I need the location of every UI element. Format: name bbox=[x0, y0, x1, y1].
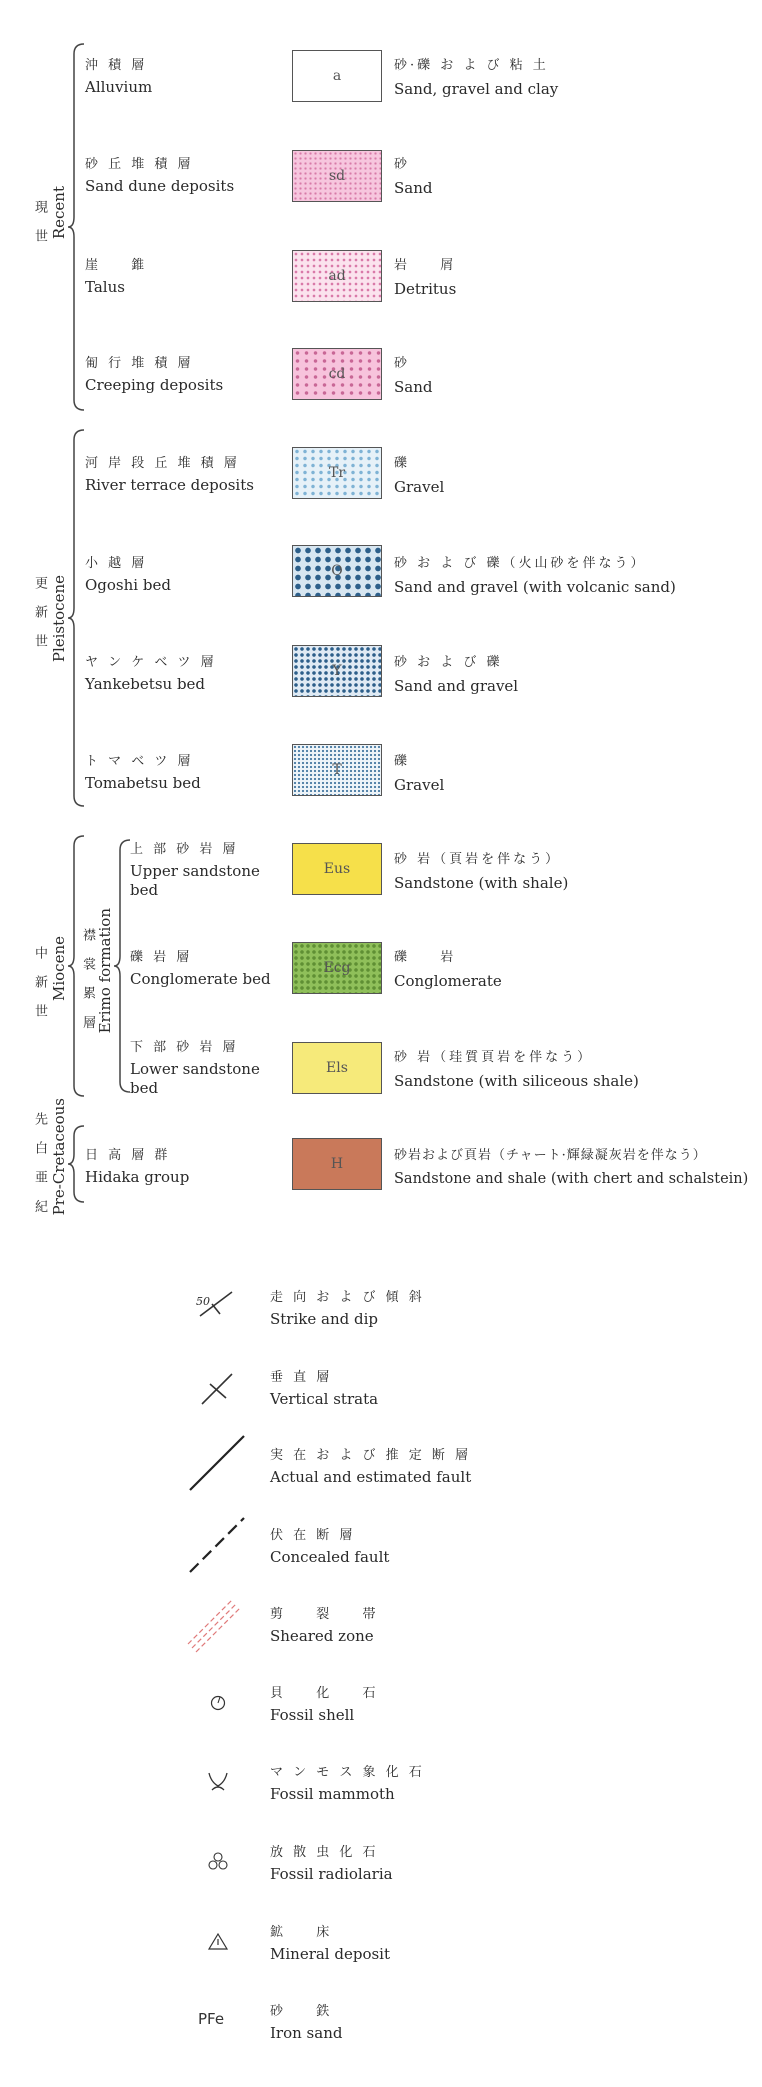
mineral-deposit-icon bbox=[207, 1932, 229, 1952]
unit-name-jp: 崖 錐 bbox=[85, 258, 148, 273]
fossil-radiolaria-icon bbox=[205, 1851, 231, 1873]
unit-map-symbol bbox=[292, 545, 382, 597]
unit-code: sd bbox=[328, 168, 346, 184]
symbol-label-en: Fossil shell bbox=[270, 1706, 355, 1724]
unit-map-symbol bbox=[292, 447, 382, 499]
unit-name-en: Conglomerate bed bbox=[130, 970, 271, 988]
unit-desc-en: Sand bbox=[394, 179, 433, 197]
unit-desc-jp: 砂岩および頁岩（チャート·輝緑凝灰岩を伴なう） bbox=[394, 1148, 707, 1163]
unit-name-en: Hidaka group bbox=[85, 1168, 190, 1186]
unit-name-en: Upper sandstone bbox=[130, 862, 260, 880]
unit-code: O bbox=[331, 563, 343, 579]
unit-name-en: Talus bbox=[85, 278, 125, 296]
unit-name-jp: 小 越 層 bbox=[85, 556, 148, 571]
unit-name-en: Alluvium bbox=[85, 78, 153, 96]
unit-desc-jp: 砂 岩（頁岩を伴なう） bbox=[394, 852, 562, 867]
unit-name-en: Ogoshi bed bbox=[85, 576, 171, 594]
unit-name-jp: 上 部 砂 岩 層 bbox=[130, 842, 239, 857]
unit-name-en: Creeping deposits bbox=[85, 376, 224, 394]
unit-desc-en: Conglomerate bbox=[394, 972, 502, 990]
unit-name-en: Sand dune deposits bbox=[85, 177, 235, 195]
formation-erimo-jp: 襟 裳 累 層 bbox=[80, 928, 95, 1035]
formation-erimo-en: Erimo formation bbox=[96, 908, 114, 1034]
symbol-label-jp: 実 在 お よ び 推 定 断 層 bbox=[270, 1448, 472, 1463]
unit-desc-en: Gravel bbox=[394, 776, 445, 794]
unit-map-symbol bbox=[292, 250, 382, 302]
fault-icon bbox=[188, 1432, 248, 1492]
unit-name-jp: 匍 行 堆 積 層 bbox=[85, 356, 194, 371]
era-miocene-en: Miocene bbox=[50, 936, 68, 1002]
unit-code: T bbox=[332, 762, 342, 778]
unit-map-symbol bbox=[292, 843, 382, 895]
symbol-label-jp: 垂 直 層 bbox=[270, 1370, 333, 1385]
unit-desc-jp: 礫 bbox=[394, 754, 411, 769]
unit-name-en-line2: bed bbox=[130, 881, 159, 899]
unit-desc-jp: 砂 お よ び 礫 bbox=[394, 655, 503, 670]
unit-map-symbol bbox=[292, 150, 382, 202]
unit-name-en: Yankebetsu bed bbox=[85, 675, 206, 693]
unit-desc-en: Detritus bbox=[394, 280, 457, 298]
symbol-label-en: Actual and estimated fault bbox=[270, 1468, 472, 1486]
symbol-label-jp: 砂 鉄 bbox=[270, 2004, 333, 2019]
unit-desc-en: Sand and gravel bbox=[394, 677, 519, 695]
unit-code: a bbox=[332, 68, 342, 84]
unit-desc-en: Sandstone (with shale) bbox=[394, 874, 569, 892]
unit-code: Els bbox=[326, 1060, 348, 1076]
unit-desc-en: Sand bbox=[394, 378, 433, 396]
symbol-label-jp: 鉱 床 bbox=[270, 1925, 333, 1940]
symbol-label-jp: 放 散 虫 化 石 bbox=[270, 1845, 379, 1860]
unit-desc-jp: 砂·礫 お よ び 粘 土 bbox=[394, 58, 549, 73]
unit-map-symbol bbox=[292, 1138, 382, 1190]
unit-desc-jp: 砂 bbox=[394, 157, 411, 172]
symbol-label-jp: 伏 在 断 層 bbox=[270, 1528, 356, 1543]
unit-desc-jp: 砂 岩（珪質頁岩を伴なう） bbox=[394, 1050, 594, 1065]
unit-name-jp: 礫 岩 層 bbox=[130, 950, 193, 965]
era-pleistocene-jp: 更 新 世 bbox=[32, 576, 47, 654]
fossil-shell-icon bbox=[208, 1693, 228, 1713]
unit-code: ad bbox=[328, 268, 346, 284]
unit-name-jp: 日 高 層 群 bbox=[85, 1148, 171, 1163]
symbol-label-jp: 走 向 お よ び 傾 斜 bbox=[270, 1290, 425, 1305]
symbol-label-en: Concealed fault bbox=[270, 1548, 390, 1566]
era-precretaceous-jp: 先 白 亜 紀 bbox=[32, 1112, 47, 1219]
concealed-fault-icon bbox=[188, 1514, 248, 1574]
unit-desc-en: Sand, gravel and clay bbox=[394, 80, 559, 98]
unit-map-symbol bbox=[292, 645, 382, 697]
symbol-label-jp: マ ン モ ス 象 化 石 bbox=[270, 1765, 425, 1780]
era-recent-jp: 現 世 bbox=[32, 200, 47, 249]
symbol-label-jp: 剪 裂 帯 bbox=[270, 1607, 379, 1622]
unit-name-en: Lower sandstone bbox=[130, 1060, 260, 1078]
strike-dip-icon bbox=[196, 1290, 236, 1330]
symbol-label-en: Fossil radiolaria bbox=[270, 1865, 393, 1883]
symbol-label-en: Mineral deposit bbox=[270, 1945, 391, 1963]
unit-map-symbol bbox=[292, 348, 382, 400]
strike-dip-number: 50 bbox=[196, 1295, 210, 1308]
unit-name-jp: ヤ ン ケ ベ ツ 層 bbox=[85, 655, 217, 670]
unit-desc-jp: 礫 bbox=[394, 456, 411, 471]
unit-name-en: Tomabetsu bed bbox=[85, 774, 201, 792]
unit-code: Eus bbox=[323, 861, 351, 877]
fossil-mammoth-icon bbox=[205, 1770, 231, 1794]
unit-name-jp: ト マ ベ ツ 層 bbox=[85, 754, 194, 769]
unit-name-jp: 下 部 砂 岩 層 bbox=[130, 1040, 239, 1055]
unit-desc-en: Gravel bbox=[394, 478, 445, 496]
unit-code: cd bbox=[328, 366, 346, 382]
unit-desc-en: Sandstone and shale (with chert and schalstein) bbox=[394, 1171, 749, 1187]
unit-name-jp: 沖 積 層 bbox=[85, 58, 148, 73]
unit-name-jp: 砂 丘 堆 積 層 bbox=[85, 157, 194, 172]
unit-name-jp: 河 岸 段 丘 堆 積 層 bbox=[85, 456, 240, 471]
unit-map-symbol bbox=[292, 50, 382, 102]
brace-precretaceous bbox=[68, 1124, 88, 1204]
unit-map-symbol bbox=[292, 744, 382, 796]
unit-code: H bbox=[330, 1156, 344, 1172]
vertical-strata-icon bbox=[200, 1370, 240, 1410]
unit-code: Tr bbox=[328, 465, 346, 481]
unit-desc-jp: 岩 屑 bbox=[394, 258, 457, 273]
symbol-label-jp: 貝 化 石 bbox=[270, 1686, 379, 1701]
symbol-label-en: Strike and dip bbox=[270, 1310, 378, 1328]
era-pleistocene-en: Pleistocene bbox=[50, 575, 68, 663]
unit-code: Y bbox=[332, 663, 342, 679]
unit-map-symbol bbox=[292, 942, 382, 994]
era-precretaceous-en: Pre-Cretaceous bbox=[50, 1098, 68, 1216]
iron-sand-icon: PFe bbox=[198, 2010, 225, 2028]
unit-desc-en: Sand and gravel (with volcanic sand) bbox=[394, 578, 676, 596]
symbol-label-en: Fossil mammoth bbox=[270, 1785, 395, 1803]
unit-desc-jp: 砂 お よ び 礫（火山砂を伴なう） bbox=[394, 556, 647, 571]
unit-desc-jp: 砂 bbox=[394, 356, 411, 371]
unit-name-en: River terrace deposits bbox=[85, 476, 254, 494]
unit-map-symbol bbox=[292, 1042, 382, 1094]
symbol-label-en: Vertical strata bbox=[270, 1390, 379, 1408]
unit-code: Ecg bbox=[323, 960, 351, 976]
unit-name-en-line2: bed bbox=[130, 1079, 159, 1097]
era-miocene-jp: 中 新 世 bbox=[32, 946, 47, 1024]
symbol-label-en: Iron sand bbox=[270, 2024, 343, 2042]
unit-desc-jp: 礫 岩 bbox=[394, 950, 457, 965]
symbol-label-en: Sheared zone bbox=[270, 1627, 374, 1645]
era-recent-en: Recent bbox=[50, 186, 68, 240]
sheared-zone-icon bbox=[186, 1592, 246, 1652]
unit-desc-en: Sandstone (with siliceous shale) bbox=[394, 1072, 639, 1090]
